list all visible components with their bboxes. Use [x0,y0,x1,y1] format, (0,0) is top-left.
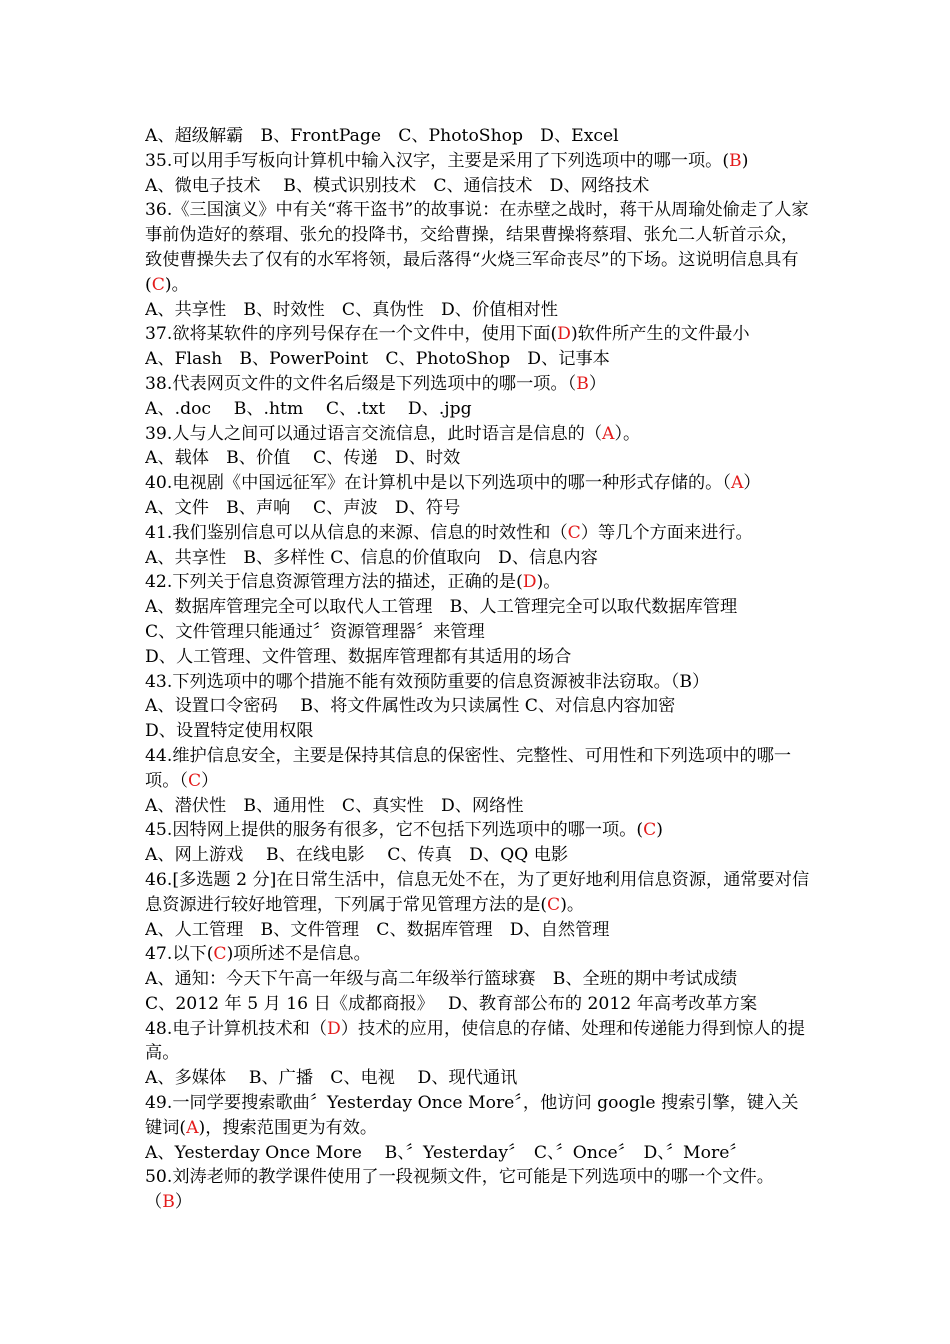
text-run: A、数据库管理完全可以取代人工管理 B、人工管理完全可以取代数据库管理 [145,597,738,618]
text-run: ) [741,150,749,171]
text-line [145,1017,810,1067]
answer-mark: A [186,1117,199,1138]
text-run: A、共享性 B、时效性 C、真伪性 D、价值相对性 [145,299,558,320]
text-run: 47.以下( [145,944,214,965]
text-line [145,347,810,372]
text-line [145,124,810,149]
text-run: ）等几个方面来进行。 [580,522,753,543]
text-line [145,198,810,297]
text-run: ） [692,671,710,692]
answer-mark: C [643,820,657,841]
text-run: A、网上游戏 B、在线电影 C、传真 D、QQ 电影 [145,845,569,866]
answer-mark: A [730,473,744,494]
text-run: 43.下列选项中的哪个措施不能有效预防重要的信息资源被非法窃取。（ [145,671,680,692]
text-run: )，搜索范围更为有效。 [198,1117,378,1138]
text-line [145,1165,810,1215]
text-run: 50.刘涛老师的教学课件使用了一段视频文件，它可能是下列选项中的哪一个文件。（ [145,1167,774,1213]
text-run: )项所述不是信息。 [226,944,371,965]
text-line [145,496,810,521]
text-run: ）。 [614,423,641,444]
text-line [145,322,810,347]
text-run: 49.一同学要搜索歌曲〞Yesterday Once More〞，他访问 google 搜索引擎，键入关键词( [145,1093,799,1138]
answer-mark: C [151,274,165,295]
text-run: 36.《三国演义》中有关“蒋干盗书”的故事说：在赤壁之战时，蒋干从周瑜处偷走了人家事前伪造好的蔡瑁、张允的投降书，交给曹操，结果曹操将蔡瑁、张允二人斩首示众，致使曹操失去了仅有的水军将领，最后落得“火烧三军命丧尽”的下场。这说明信息具有( [145,200,809,295]
text-run: )。 [536,572,561,593]
text-line [145,372,810,397]
text-run: )软件所产生的文件最小 [570,324,750,345]
text-run: ) [656,820,663,841]
answer-mark: C [567,522,581,543]
text-run: 38.代表网页文件的文件名后缀是下列选项中的哪一项。（ [145,373,577,394]
text-run: 39.人与人之间可以通过语言交流信息，此时语言是信息的（ [145,423,603,444]
text-run: D、人工管理、文件管理、数据库管理都有其适用的场合 [145,646,572,667]
text-run: A、Yesterday Once More B、〞Yesterday〞 C、〞Once〞 D、〞More〞 [145,1142,747,1163]
text-line [145,149,810,174]
text-run: ） [174,1192,193,1213]
text-run: ） [588,373,607,394]
text-line [145,546,810,571]
text-run: A、载体 B、价值 C、传递 D、时效 [145,448,461,469]
text-run: C、文件管理只能通过〞资源管理器〞来管理 [145,621,485,642]
answer-mark: D [327,1018,341,1039]
text-run: D、设置特定使用权限 [145,721,314,742]
answer-mark: A [602,423,615,444]
text-run: A、设置口令密码 B、将文件属性改为只读属性 C、对信息内容加密 [145,696,676,717]
text-line [145,397,810,422]
text-run: A、通知：今天下午高一年级与高二年级举行篮球赛 B、全班的期中考试成绩 [145,969,738,990]
answer-mark: B [729,150,742,171]
text-run: A、共享性 B、多样性 C、信息的价值取向 D、信息内容 [145,547,598,568]
text-run: 35.可以用手写板向计算机中输入汉字，主要是采用了下列选项中的哪一项。( [145,150,730,171]
text-run: 40.电视剧《中国远征军》在计算机中是以下列选项中的哪一种形式存储的。（ [145,473,731,494]
text-run: A、Flash B、PowerPoint C、PhotoShop D、记事本 [145,349,610,370]
text-line [145,794,810,819]
document-body [145,124,810,1215]
text-run: A、.doc B、.htm C、.txt D、.jpg [145,398,472,419]
text-line [145,868,810,918]
text-line [145,918,810,943]
text-line [145,471,810,496]
text-line [145,298,810,323]
answer-mark: D [522,572,537,593]
text-line [145,967,810,992]
text-run: )。 [560,894,585,915]
text-run: 41.我们鉴别信息可以从信息的来源、信息的时效性和（ [145,522,568,543]
text-run: A、文件 B、声响 C、声波 D、符号 [145,497,461,518]
text-run: A、超级解霸 B、FrontPage C、PhotoShop D、Excel [145,126,619,146]
answer-mark: C [187,770,202,791]
text-line [145,521,810,546]
text-line [145,843,810,868]
answer-mark: D [557,324,571,345]
answer-mark: C [213,944,227,965]
text-run: A、潜伏性 B、通用性 C、真实性 D、网络性 [145,795,524,816]
text-run: B [679,671,693,692]
text-line [145,1091,810,1141]
text-run: ） [201,770,219,791]
text-line [145,992,810,1017]
text-line [145,174,810,199]
answer-mark: B [162,1192,175,1213]
text-line [145,1066,810,1091]
text-line [145,620,810,645]
text-line [145,1141,810,1166]
text-run: 46.[多选题 2 分]在日常生活中，信息无处不在，为了更好地利用信息资源，通常要对信息资源进行较好地管理，下列属于常见管理方法的是( [145,869,810,915]
text-run: C、2012 年 5 月 16 日《成都商报》 D、教育部公布的 2012 年高考改革方案 [145,993,758,1014]
answer-mark: C [547,894,561,915]
answer-mark: B [576,373,589,394]
text-line [145,422,810,447]
text-line [145,818,810,843]
text-line [145,719,810,744]
text-line [145,670,810,695]
text-run: 37.欲将某软件的序列号保存在一个文件中，使用下面( [145,324,558,345]
text-run: A、人工管理 B、文件管理 C、数据库管理 D、自然管理 [145,919,610,940]
text-run: A、微电子技术 B、模式识别技术 C、通信技术 D、网络技术 [145,175,650,196]
text-run: 48.电子计算机技术和（ [145,1018,328,1039]
text-line [145,645,810,670]
text-run: ） [743,473,761,494]
text-run: 42.下列关于信息资源管理方法的描述，正确的是( [145,572,523,593]
text-run: 44.维护信息安全，主要是保持其信息的保密性、完整性、可用性和下列选项中的哪一项。（ [145,745,792,791]
text-run: 45.因特网上提供的服务有很多，它不包括下列选项中的哪一项。( [145,820,644,841]
text-line [145,942,810,967]
text-line [145,570,810,595]
text-line [145,595,810,620]
text-run: )。 [164,274,189,295]
text-run: A、多媒体 B、广播 C、电视 D、现代通讯 [145,1068,518,1089]
text-run: ）技术的应用，使信息的存储、处理和传递能力得到惊人的提高。 [145,1018,805,1064]
text-line [145,446,810,471]
text-line [145,744,810,794]
text-line [145,694,810,719]
